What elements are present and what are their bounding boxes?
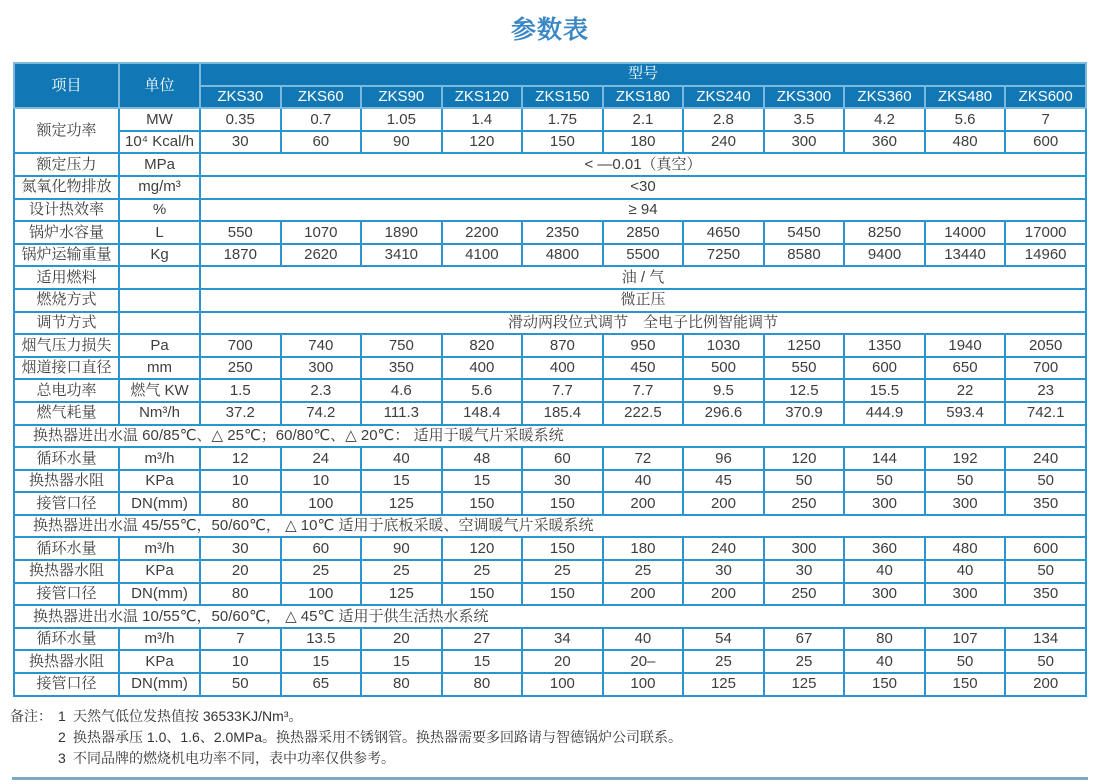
value-cell: 1.5: [200, 379, 281, 402]
table-row: [14, 199, 1086, 222]
value-cell: 2.1: [603, 108, 684, 131]
row-unit-cell: L: [119, 221, 200, 244]
parameter-table: [13, 62, 1087, 697]
value-cell: 400: [442, 357, 523, 380]
bottom-rule: [12, 777, 1088, 780]
value-cell: 25: [764, 650, 845, 673]
value-cell: 14000: [925, 221, 1006, 244]
value-cell: 200: [683, 583, 764, 606]
value-cell: 20–: [603, 650, 684, 673]
value-cell: 5500: [603, 244, 684, 267]
value-cell: 67: [764, 628, 845, 651]
value-cell: 100: [522, 673, 603, 696]
section-header-cell: 换热器进出水温 10/55℃，50/60℃， △ 45℃ 适用于供生活热水系统: [14, 605, 1086, 628]
row-unit-cell: m³/h: [119, 537, 200, 560]
value-cell: 10: [200, 650, 281, 673]
value-cell: 480: [925, 537, 1006, 560]
merged-value-cell: 滑动两段位式调节 全电子比例智能调节: [200, 312, 1086, 335]
value-cell: 7: [1005, 108, 1086, 131]
table-row: [14, 176, 1086, 199]
value-cell: 20: [200, 560, 281, 583]
table-row: [14, 266, 1086, 289]
value-cell: 200: [683, 492, 764, 515]
value-cell: 1030: [683, 334, 764, 357]
value-cell: 2050: [1005, 334, 1086, 357]
section-header-cell: 换热器进出水温 60/85℃、△ 25℃；60/80℃、△ 20℃： 适用于暖气片采暖系统: [14, 425, 1086, 448]
value-cell: 111.3: [361, 402, 442, 425]
value-cell: 17000: [1005, 221, 1086, 244]
table-row: [14, 628, 1086, 651]
value-cell: 1.75: [522, 108, 603, 131]
value-cell: 25: [683, 650, 764, 673]
row-unit-cell: DN(mm): [119, 492, 200, 515]
value-cell: 185.4: [522, 402, 603, 425]
row-label-cell: 接管口径: [14, 492, 119, 515]
value-cell: 7: [200, 628, 281, 651]
row-unit-cell: MPa: [119, 153, 200, 176]
row-label-cell: 燃气耗量: [14, 402, 119, 425]
value-cell: 300: [844, 583, 925, 606]
value-cell: 50: [764, 470, 845, 493]
value-cell: 500: [683, 357, 764, 380]
value-cell: 22: [925, 379, 1006, 402]
value-cell: 24: [281, 447, 362, 470]
value-cell: 90: [361, 131, 442, 154]
value-cell: 192: [925, 447, 1006, 470]
value-cell: 360: [844, 537, 925, 560]
row-label-cell: 额定压力: [14, 153, 119, 176]
note-number: 1: [58, 707, 66, 724]
value-cell: 350: [361, 357, 442, 380]
value-cell: 30: [200, 131, 281, 154]
note-line: [10, 706, 1100, 727]
value-cell: 45: [683, 470, 764, 493]
merged-value-cell: < —0.01（真空）: [200, 153, 1086, 176]
value-cell: 100: [281, 492, 362, 515]
value-cell: 0.35: [200, 108, 281, 131]
value-cell: 820: [442, 334, 523, 357]
value-cell: 15: [361, 470, 442, 493]
value-cell: 15: [442, 470, 523, 493]
value-cell: 40: [844, 650, 925, 673]
row-label-cell: 接管口径: [14, 673, 119, 696]
value-cell: 4.2: [844, 108, 925, 131]
value-cell: 40: [361, 447, 442, 470]
value-cell: 13440: [925, 244, 1006, 267]
value-cell: 13.5: [281, 628, 362, 651]
value-cell: 20: [522, 650, 603, 673]
value-cell: 12.5: [764, 379, 845, 402]
table-row: [14, 402, 1086, 425]
table-row: [14, 605, 1086, 628]
value-cell: 150: [522, 583, 603, 606]
row-unit-cell: mm: [119, 357, 200, 380]
table-row: [14, 312, 1086, 335]
value-cell: 54: [683, 628, 764, 651]
col-header-model: ZKS150: [522, 86, 603, 109]
note-text: 天然气低位发热值按 36533KJ/Nm³。: [73, 707, 303, 724]
row-unit-cell: m³/h: [119, 628, 200, 651]
value-cell: 50: [844, 470, 925, 493]
value-cell: 25: [442, 560, 523, 583]
value-cell: 150: [844, 673, 925, 696]
table-row: [14, 289, 1086, 312]
row-label-cell: 适用燃料: [14, 266, 119, 289]
value-cell: 7.7: [522, 379, 603, 402]
value-cell: 600: [1005, 131, 1086, 154]
value-cell: 300: [844, 492, 925, 515]
value-cell: 7250: [683, 244, 764, 267]
value-cell: 9.5: [683, 379, 764, 402]
row-label-cell: 锅炉运输重量: [14, 244, 119, 267]
row-unit-cell: DN(mm): [119, 673, 200, 696]
row-unit-cell: [119, 289, 200, 312]
value-cell: 1870: [200, 244, 281, 267]
value-cell: 144: [844, 447, 925, 470]
value-cell: 60: [281, 131, 362, 154]
value-cell: 10: [281, 470, 362, 493]
row-label-cell: 锅炉水容量: [14, 221, 119, 244]
value-cell: 296.6: [683, 402, 764, 425]
value-cell: 80: [200, 583, 281, 606]
value-cell: 1350: [844, 334, 925, 357]
value-cell: 4.6: [361, 379, 442, 402]
value-cell: 200: [1005, 673, 1086, 696]
value-cell: 48: [442, 447, 523, 470]
col-header-item: 项目: [14, 63, 119, 108]
value-cell: 2200: [442, 221, 523, 244]
row-unit-cell: Kg: [119, 244, 200, 267]
value-cell: 50: [1005, 650, 1086, 673]
value-cell: 300: [925, 492, 1006, 515]
note-number: 3: [58, 749, 66, 766]
value-cell: 593.4: [925, 402, 1006, 425]
row-label-cell: 总电功率: [14, 379, 119, 402]
value-cell: 250: [200, 357, 281, 380]
value-cell: 25: [281, 560, 362, 583]
col-header-model: ZKS600: [1005, 86, 1086, 109]
value-cell: 740: [281, 334, 362, 357]
col-header-model: ZKS30: [200, 86, 281, 109]
value-cell: 350: [1005, 583, 1086, 606]
col-header-model: ZKS360: [844, 86, 925, 109]
header-row-top: [14, 63, 1086, 86]
row-label-cell: 循环水量: [14, 447, 119, 470]
value-cell: 80: [442, 673, 523, 696]
value-cell: 15: [442, 650, 523, 673]
value-cell: 1.05: [361, 108, 442, 131]
value-cell: 25: [522, 560, 603, 583]
value-cell: 80: [200, 492, 281, 515]
merged-value-cell: ≥ 94: [200, 199, 1086, 222]
table-row: [14, 560, 1086, 583]
value-cell: 125: [764, 673, 845, 696]
table-row: [14, 334, 1086, 357]
row-label-cell: 燃烧方式: [14, 289, 119, 312]
value-cell: 2.8: [683, 108, 764, 131]
value-cell: 200: [603, 492, 684, 515]
value-cell: 120: [764, 447, 845, 470]
row-label-cell: 换热器水阻: [14, 560, 119, 583]
value-cell: 23: [1005, 379, 1086, 402]
value-cell: 100: [281, 583, 362, 606]
value-cell: 125: [361, 583, 442, 606]
row-unit-cell: KPa: [119, 560, 200, 583]
value-cell: 40: [603, 470, 684, 493]
table-row: [14, 515, 1086, 538]
value-cell: 125: [683, 673, 764, 696]
value-cell: 300: [281, 357, 362, 380]
value-cell: 5.6: [925, 108, 1006, 131]
table-row: [14, 221, 1086, 244]
table-row: [14, 379, 1086, 402]
value-cell: 222.5: [603, 402, 684, 425]
value-cell: 5.6: [442, 379, 523, 402]
value-cell: 1890: [361, 221, 442, 244]
value-cell: 2350: [522, 221, 603, 244]
table-row: [14, 425, 1086, 448]
value-cell: 240: [683, 131, 764, 154]
value-cell: 2850: [603, 221, 684, 244]
value-cell: 25: [361, 560, 442, 583]
row-label-cell: 设计热效率: [14, 199, 119, 222]
value-cell: 80: [844, 628, 925, 651]
row-unit-cell: 燃气 KW: [119, 379, 200, 402]
value-cell: 50: [1005, 470, 1086, 493]
value-cell: 250: [764, 583, 845, 606]
row-label-cell: 循环水量: [14, 628, 119, 651]
col-header-model: ZKS90: [361, 86, 442, 109]
value-cell: 50: [1005, 560, 1086, 583]
table-row: [14, 583, 1086, 606]
value-cell: 8580: [764, 244, 845, 267]
value-cell: 34: [522, 628, 603, 651]
value-cell: 50: [925, 470, 1006, 493]
merged-value-cell: 微正压: [200, 289, 1086, 312]
value-cell: 550: [200, 221, 281, 244]
value-cell: 50: [200, 673, 281, 696]
value-cell: 240: [683, 537, 764, 560]
value-cell: 1070: [281, 221, 362, 244]
value-cell: 3410: [361, 244, 442, 267]
value-cell: 480: [925, 131, 1006, 154]
value-cell: 60: [522, 447, 603, 470]
row-unit-cell: Nm³/h: [119, 402, 200, 425]
merged-value-cell: 油 / 气: [200, 266, 1086, 289]
value-cell: 650: [925, 357, 1006, 380]
value-cell: 25: [603, 560, 684, 583]
value-cell: 9400: [844, 244, 925, 267]
table-row: [14, 108, 1086, 131]
value-cell: 120: [442, 537, 523, 560]
value-cell: 12: [200, 447, 281, 470]
row-unit-cell: KPa: [119, 470, 200, 493]
value-cell: 150: [442, 492, 523, 515]
value-cell: 4100: [442, 244, 523, 267]
value-cell: 50: [925, 650, 1006, 673]
value-cell: 30: [764, 560, 845, 583]
value-cell: 30: [683, 560, 764, 583]
value-cell: 5450: [764, 221, 845, 244]
row-unit-cell: [119, 266, 200, 289]
value-cell: 150: [925, 673, 1006, 696]
table-row: [14, 470, 1086, 493]
value-cell: 10: [200, 470, 281, 493]
value-cell: 450: [603, 357, 684, 380]
value-cell: 15: [361, 650, 442, 673]
value-cell: 150: [442, 583, 523, 606]
parameter-table-body: [14, 108, 1086, 695]
value-cell: 72: [603, 447, 684, 470]
value-cell: 30: [200, 537, 281, 560]
merged-value-cell: <30: [200, 176, 1086, 199]
row-label-cell: 烟道接口直径: [14, 357, 119, 380]
value-cell: 1.4: [442, 108, 523, 131]
row-label-cell: 接管口径: [14, 583, 119, 606]
col-header-model: ZKS180: [603, 86, 684, 109]
row-unit-cell: KPa: [119, 650, 200, 673]
note-text: 不同品牌的燃烧机电功率不同，表中功率仅供参考。: [73, 749, 395, 766]
value-cell: 65: [281, 673, 362, 696]
value-cell: 180: [603, 131, 684, 154]
value-cell: 7.7: [603, 379, 684, 402]
value-cell: 600: [1005, 537, 1086, 560]
value-cell: 27: [442, 628, 523, 651]
section-header-cell: 换热器进出水温 45/55℃，50/60℃， △ 10℃ 适用于底板采暖、空调暖气片采暖系统: [14, 515, 1086, 538]
row-label-cell: 换热器水阻: [14, 470, 119, 493]
row-unit-cell: %: [119, 199, 200, 222]
table-row: [14, 357, 1086, 380]
value-cell: 96: [683, 447, 764, 470]
row-unit-cell: [119, 312, 200, 335]
parameter-table-header: [14, 63, 1086, 108]
value-cell: 90: [361, 537, 442, 560]
col-header-model: ZKS240: [683, 86, 764, 109]
value-cell: 200: [603, 583, 684, 606]
row-label-cell: 烟气压力损失: [14, 334, 119, 357]
value-cell: 120: [442, 131, 523, 154]
col-header-model: ZKS480: [925, 86, 1006, 109]
table-row: [14, 537, 1086, 560]
note-number: 2: [58, 728, 66, 745]
col-header-model: ZKS120: [442, 86, 523, 109]
col-header-model-group: 型号: [200, 63, 1086, 86]
value-cell: 2620: [281, 244, 362, 267]
table-row: [14, 650, 1086, 673]
value-cell: 742.1: [1005, 402, 1086, 425]
value-cell: 300: [764, 537, 845, 560]
value-cell: 14960: [1005, 244, 1086, 267]
value-cell: 444.9: [844, 402, 925, 425]
table-row: [14, 153, 1086, 176]
row-unit-cell: DN(mm): [119, 583, 200, 606]
value-cell: 0.7: [281, 108, 362, 131]
value-cell: 2.3: [281, 379, 362, 402]
value-cell: 1250: [764, 334, 845, 357]
row-label-cell: 循环水量: [14, 537, 119, 560]
table-row: [14, 244, 1086, 267]
value-cell: 148.4: [442, 402, 523, 425]
value-cell: 350: [1005, 492, 1086, 515]
value-cell: 360: [844, 131, 925, 154]
value-cell: 700: [1005, 357, 1086, 380]
table-row: [14, 447, 1086, 470]
value-cell: 300: [764, 131, 845, 154]
row-unit-cell: Pa: [119, 334, 200, 357]
value-cell: 400: [522, 357, 603, 380]
value-cell: 107: [925, 628, 1006, 651]
value-cell: 550: [764, 357, 845, 380]
value-cell: 3.5: [764, 108, 845, 131]
col-header-model: ZKS60: [281, 86, 362, 109]
value-cell: 134: [1005, 628, 1086, 651]
value-cell: 37.2: [200, 402, 281, 425]
row-unit-cell: 10⁴ Kcal/h: [119, 131, 200, 154]
value-cell: 74.2: [281, 402, 362, 425]
value-cell: 40: [925, 560, 1006, 583]
value-cell: 60: [281, 537, 362, 560]
note-line: [10, 748, 1100, 769]
value-cell: 15.5: [844, 379, 925, 402]
value-cell: 125: [361, 492, 442, 515]
value-cell: 20: [361, 628, 442, 651]
value-cell: 80: [361, 673, 442, 696]
value-cell: 600: [844, 357, 925, 380]
value-cell: 100: [603, 673, 684, 696]
table-row: [14, 131, 1086, 154]
table-row: [14, 673, 1086, 696]
row-unit-cell: mg/m³: [119, 176, 200, 199]
value-cell: 700: [200, 334, 281, 357]
value-cell: 150: [522, 492, 603, 515]
row-label-cell: 调节方式: [14, 312, 119, 335]
value-cell: 1940: [925, 334, 1006, 357]
value-cell: 180: [603, 537, 684, 560]
value-cell: 300: [925, 583, 1006, 606]
value-cell: 8250: [844, 221, 925, 244]
col-header-model: ZKS300: [764, 86, 845, 109]
value-cell: 40: [603, 628, 684, 651]
value-cell: 150: [522, 537, 603, 560]
value-cell: 150: [522, 131, 603, 154]
value-cell: 950: [603, 334, 684, 357]
row-label-cell: 额定功率: [14, 108, 119, 153]
value-cell: 15: [281, 650, 362, 673]
value-cell: 870: [522, 334, 603, 357]
page-title: 参数表: [510, 16, 589, 44]
value-cell: 370.9: [764, 402, 845, 425]
row-label-cell: 换热器水阻: [14, 650, 119, 673]
value-cell: 4800: [522, 244, 603, 267]
value-cell: 30: [522, 470, 603, 493]
col-header-unit: 单位: [119, 63, 200, 108]
value-cell: 40: [844, 560, 925, 583]
row-unit-cell: MW: [119, 108, 200, 131]
value-cell: 250: [764, 492, 845, 515]
notes-label: 备注：: [10, 707, 52, 724]
table-row: [14, 492, 1086, 515]
row-label-cell: 氮氧化物排放: [14, 176, 119, 199]
value-cell: 4650: [683, 221, 764, 244]
row-unit-cell: m³/h: [119, 447, 200, 470]
value-cell: 750: [361, 334, 442, 357]
note-line: [10, 727, 1100, 748]
notes-block: [10, 706, 1100, 769]
note-text: 换热器承压 1.0、1.6、2.0MPa。换热器采用不锈钢管。换热器需要多回路请与智德锅炉公司联系。: [73, 728, 683, 745]
value-cell: 240: [1005, 447, 1086, 470]
